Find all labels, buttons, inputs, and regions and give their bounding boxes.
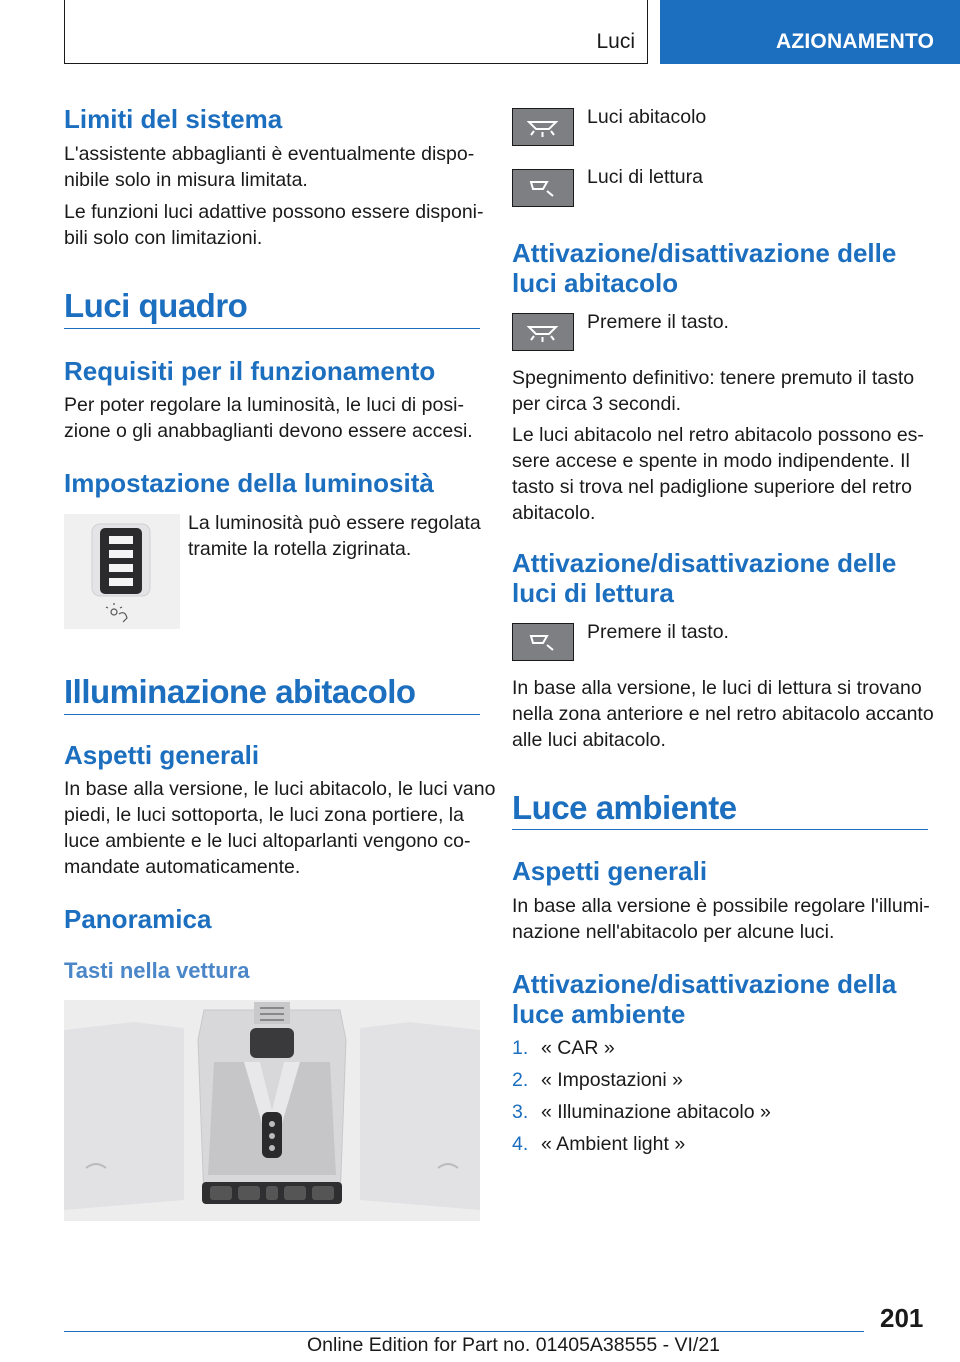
reading-text-line: alle luci abitacolo. <box>512 729 666 751</box>
press-key-text: Premere il tasto. <box>587 311 729 333</box>
list-item <box>512 1099 771 1131</box>
chapter-rule <box>64 328 480 329</box>
chapter-rule <box>64 714 480 715</box>
step-number: 1. <box>512 1037 529 1059</box>
step-number: 2. <box>512 1069 529 1091</box>
header-chapter-tab: AZIONAMENTO <box>660 0 960 64</box>
general-title: Aspetti generali <box>64 740 260 770</box>
limits-title: Limiti del sistema <box>64 104 283 134</box>
interior-light-icon <box>512 108 574 146</box>
page-number: 201 <box>880 1303 924 1333</box>
reading-text-line: nella zona anteriore e nel retro abitacolo accanto <box>512 703 934 725</box>
requirements-text-line: zione o gli anabbaglianti devono essere accesi. <box>64 420 473 442</box>
brightness-text-line: La luminosità può essere regolata <box>188 512 481 534</box>
ambient-general-text-line: nazione nell'abitacolo per alcune luci. <box>512 921 835 943</box>
rear-text-line: sere accese e spente in modo indipendente. Il <box>512 450 910 472</box>
press-key-text: Premere il tasto. <box>587 621 729 643</box>
activate-reading-title-line: luci di lettura <box>512 578 674 608</box>
rear-text-line: tasto si trova nel padiglione superiore del retro <box>512 476 912 498</box>
requirements-title: Requisiti per il funzionamento <box>64 356 436 386</box>
step-text: « CAR » <box>541 1037 615 1059</box>
step-text: « Ambient light » <box>541 1133 686 1155</box>
step-text: « Illuminazione abitacolo » <box>541 1101 771 1123</box>
brightness-text-line: tramite la rotella zigrinata. <box>188 538 412 560</box>
ambient-light-title: Luce ambiente <box>512 789 737 826</box>
interior-light-icon <box>512 313 574 351</box>
list-item <box>512 1035 771 1067</box>
activate-interior-title-line: Attivazione/disattivazione delle <box>512 238 897 268</box>
reading-text-line: In base alla versione, le luci di lettura si trovano <box>512 677 922 699</box>
list-item <box>512 1067 771 1099</box>
list-item <box>512 1131 771 1163</box>
activate-ambient-title-line: luce ambiente <box>512 999 686 1029</box>
header-section-title: Luci <box>596 30 635 53</box>
step-text: « Impostazioni » <box>541 1069 683 1091</box>
brightness-wheel-image <box>64 514 180 629</box>
roof-console-illustration <box>64 1000 480 1221</box>
roof-console-image <box>64 1000 480 1221</box>
general-text-line: In base alla versione, le luci abitacolo, le luci vano <box>64 778 496 800</box>
reading-light-icon <box>512 623 574 661</box>
brightness-icon <box>106 603 127 622</box>
brightness-title: Impostazione della luminosità <box>64 468 434 498</box>
general-text-line: mandate automaticamente. <box>64 856 301 878</box>
reading-light-icon <box>512 169 574 207</box>
ambient-general-title: Aspetti generali <box>512 856 708 886</box>
rear-text-line: abitacolo. <box>512 502 596 524</box>
limits-text-line: nibile solo in misura limitata. <box>64 169 308 191</box>
switch-off-text-line: per circa 3 secondi. <box>512 393 682 415</box>
dash-lights-title: Luci quadro <box>64 287 248 324</box>
car-buttons-title: Tasti nella vettura <box>64 958 250 983</box>
reading-light-label: Luci di lettura <box>587 166 703 188</box>
limits-text-line: Le funzioni luci adattive possono essere disponi‐ <box>64 201 484 223</box>
rear-text-line: Le luci abitacolo nel retro abitacolo possono es‐ <box>512 424 924 446</box>
requirements-text-line: Per poter regolare la luminosità, le luci di posi‐ <box>64 394 464 416</box>
footer-rule <box>64 1331 864 1332</box>
interior-lighting-title: Illuminazione abitacolo <box>64 673 416 710</box>
overview-title: Panoramica <box>64 904 212 934</box>
header-section-box <box>64 0 648 64</box>
activate-reading-title-line: Attivazione/disattivazione delle <box>512 548 897 578</box>
ambient-general-text-line: In base alla versione è possibile regolare l'illumi‐ <box>512 895 930 917</box>
activate-ambient-title-line: Attivazione/disattivazione della <box>512 969 897 999</box>
limits-text-line: bili solo con limitazioni. <box>64 227 263 249</box>
step-number: 4. <box>512 1133 529 1155</box>
ambient-steps-list <box>512 1035 771 1163</box>
general-text-line: piedi, le luci sottoporta, le luci zona portiere, la <box>64 804 464 826</box>
switch-off-text-line: Spegnimento definitivo: tenere premuto il tasto <box>512 367 915 389</box>
activate-interior-title-line: luci abitacolo <box>512 268 679 298</box>
general-text-line: luce ambiente e le luci altoparlanti vengono co‐ <box>64 830 471 852</box>
limits-text-line: L'assistente abbaglianti è eventualmente dispo‐ <box>64 143 475 165</box>
step-number: 3. <box>512 1101 529 1123</box>
brightness-wheel-illustration <box>64 514 180 629</box>
edition-text: Online Edition for Part no. 01405A38555 - VI/21 <box>307 1334 721 1356</box>
interior-light-label: Luci abitacolo <box>587 106 707 128</box>
chapter-rule <box>512 829 928 830</box>
